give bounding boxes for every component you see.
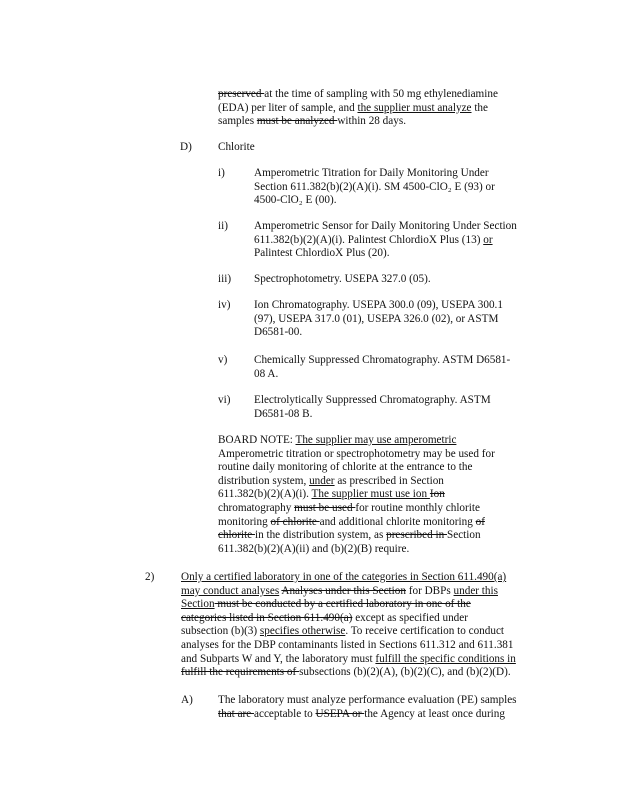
item-ii-marker: ii): [218, 220, 228, 232]
inserted-text: Only a certified laboratory in one of the categories in Section 611.490(a): [181, 571, 507, 583]
text-line: [218, 448, 495, 462]
text-run: Section 611.382(b)(2)(A)(i). SM 4500-ClO₂ E (93) or: [254, 180, 495, 193]
text-run: the Agency at least once during: [364, 707, 505, 720]
text-line: [218, 488, 495, 502]
text-line: [181, 612, 516, 626]
deleted-text: USEPA or: [315, 707, 365, 720]
text-run: D6581-00.: [254, 326, 303, 339]
text-line: [181, 585, 516, 599]
item-v-text: [254, 354, 510, 381]
inserted-text: fulfill the specific conditions in: [375, 652, 516, 665]
deleted-text: must be analyzed: [256, 115, 338, 128]
paragraph-2-text: [181, 571, 516, 680]
text-run: Electrolytically Suppressed Chromatography. ASTM: [254, 394, 491, 406]
text-run: (97), USEPA 317.0 (01), USEPA 326.0 (02), or ASTM: [254, 312, 499, 325]
text-run: . To receive certification to conduct: [345, 625, 505, 638]
text-run: 08 A.: [254, 367, 279, 380]
text-run: in the distribution system, as: [254, 529, 387, 542]
text-line: [254, 273, 431, 287]
text-line: [218, 115, 498, 129]
text-line: [218, 708, 517, 722]
text-run: subsections (b)(2)(A), (b)(2)(C), and (b)(2)(D).: [299, 666, 511, 679]
text-line: [181, 666, 516, 680]
text-line: [254, 247, 517, 261]
text-run: as prescribed in Section: [334, 474, 444, 487]
text-line: [254, 167, 495, 181]
text-run: analyses for the DBP contaminants listed in Sections 611.312 and 611.381: [181, 638, 514, 651]
inserted-text: The supplier may use amperometric: [295, 434, 457, 446]
text-line: [181, 653, 516, 667]
item-vi-text: [254, 394, 491, 421]
text-run: for routine monthly chlorite: [355, 501, 480, 514]
text-line: [254, 234, 517, 248]
text-line: [254, 326, 503, 340]
deleted-text: prescribed in: [386, 529, 447, 542]
item-iii-text: [254, 273, 431, 287]
text-run: for DBPs: [405, 584, 454, 597]
inserted-text: Section: [181, 598, 215, 611]
deleted-text: Ion: [429, 488, 445, 501]
text-run: 611.382(b)(2)(A)(i). Palintest ChlordioX Plus (13): [254, 233, 484, 246]
item-i-marker: i): [218, 167, 225, 179]
text-line: [254, 220, 517, 234]
text-run: and additional chlorite monitoring: [319, 515, 476, 528]
text-line: [181, 639, 516, 653]
deleted-text: preserved: [218, 88, 265, 100]
subsection-d-marker: D): [180, 141, 192, 153]
text-run: Section: [447, 529, 481, 542]
text-run: The laboratory must analyze performance evaluation (PE) samples: [218, 694, 517, 706]
text-line: [181, 571, 516, 585]
deleted-text: must be used: [294, 501, 356, 514]
text-line: [254, 299, 503, 313]
text-line: [254, 394, 491, 408]
text-line: [218, 102, 498, 116]
paragraph-2-marker: 2): [145, 571, 155, 583]
text-run: distribution system,: [218, 474, 310, 487]
text-run: routine daily monitoring of chlorite at the entrance to the: [218, 461, 473, 474]
text-run: except as specified under: [352, 611, 468, 624]
text-run: 4500-ClO₂ E (00).: [254, 194, 337, 207]
subparagraph-a-text: [218, 694, 517, 721]
text-run: and Subparts W and Y, the laboratory must: [181, 652, 376, 665]
text-line: [218, 461, 495, 475]
item-iv-marker: iv): [218, 299, 231, 311]
text-run: 611.382(b)(2)(A)(i).: [218, 488, 312, 501]
text-run: Ion Chromatography. USEPA 300.0 (09), USEPA 300.1: [254, 299, 503, 311]
text-line: [218, 434, 495, 448]
text-line: [254, 194, 495, 208]
text-run: the: [471, 101, 488, 114]
text-run: monitoring: [218, 515, 271, 528]
item-iv-text: [254, 299, 503, 340]
text-run: Amperometric Sensor for Daily Monitoring Under Section: [254, 220, 517, 232]
text-line: [218, 475, 495, 489]
text-run: chromatography: [218, 501, 295, 514]
subsection-d-heading: Chlorite: [218, 141, 255, 153]
text-line: [218, 694, 517, 708]
text-run: within 28 days.: [337, 115, 406, 128]
deleted-text: chlorite: [218, 529, 255, 542]
text-line: [181, 625, 516, 639]
text-line: [254, 313, 503, 327]
text-run: at the time of sampling with 50 mg ethylenediamine: [264, 88, 498, 100]
text-line: [218, 529, 495, 543]
text-line: [254, 368, 510, 382]
text-run: Amperometric Titration for Daily Monitoring Under: [254, 167, 489, 179]
text-run: Chemically Suppressed Chromatography. ASTM D6581-: [254, 354, 511, 366]
text-run: BOARD NOTE:: [218, 434, 296, 446]
deleted-text: of: [475, 515, 485, 528]
deleted-text: fulfill the requirements of: [181, 666, 300, 679]
inserted-text: specifies otherwise: [259, 625, 346, 638]
continuation-paragraph: [218, 88, 498, 129]
text-line: [218, 88, 498, 102]
text-run: acceptable to: [254, 707, 316, 720]
item-v-marker: v): [218, 354, 228, 366]
text-run: Spectrophotometry. USEPA 327.0 (05).: [254, 273, 431, 285]
text-line: [218, 502, 495, 516]
text-run: D6581-08 B.: [254, 407, 313, 420]
inserted-text: the supplier must analyze: [357, 101, 472, 114]
text-line: [181, 598, 516, 612]
item-ii-text: [254, 220, 517, 261]
text-run: Palintest ChlordioX Plus (20).: [254, 247, 390, 260]
text-line: [254, 354, 510, 368]
text-line: [218, 543, 495, 557]
deleted-text: categories listed in Section 611.490(a): [181, 611, 353, 624]
inserted-text: or: [483, 233, 493, 246]
deleted-text: of chlorite: [270, 515, 320, 528]
inserted-text: may conduct analyses: [181, 584, 280, 597]
text-run: subsection (b)(3): [181, 625, 260, 638]
text-line: [218, 516, 495, 530]
subparagraph-a-marker: A): [181, 694, 193, 706]
text-run: 611.382(b)(2)(A)(ii) and (b)(2)(B) require.: [218, 542, 410, 555]
inserted-text: The supplier must use ion: [311, 488, 430, 501]
deleted-text: that are: [218, 707, 255, 720]
deleted-text: Analyses under this Section: [281, 584, 406, 597]
item-i-text: [254, 167, 495, 208]
text-run: (EDA) per liter of sample, and: [218, 101, 358, 114]
board-note: [218, 434, 495, 556]
text-line: [254, 408, 491, 422]
text-run: samples: [218, 115, 257, 128]
deleted-text: must be conducted by a certified laboratory in one of the: [214, 598, 471, 611]
inserted-text: under this: [453, 584, 498, 597]
inserted-text: under: [309, 474, 335, 487]
text-line: [254, 181, 495, 195]
text-run: Amperometric titration or spectrophotometry may be used for: [218, 447, 495, 460]
item-vi-marker: vi): [218, 394, 231, 406]
item-iii-marker: iii): [218, 273, 232, 285]
